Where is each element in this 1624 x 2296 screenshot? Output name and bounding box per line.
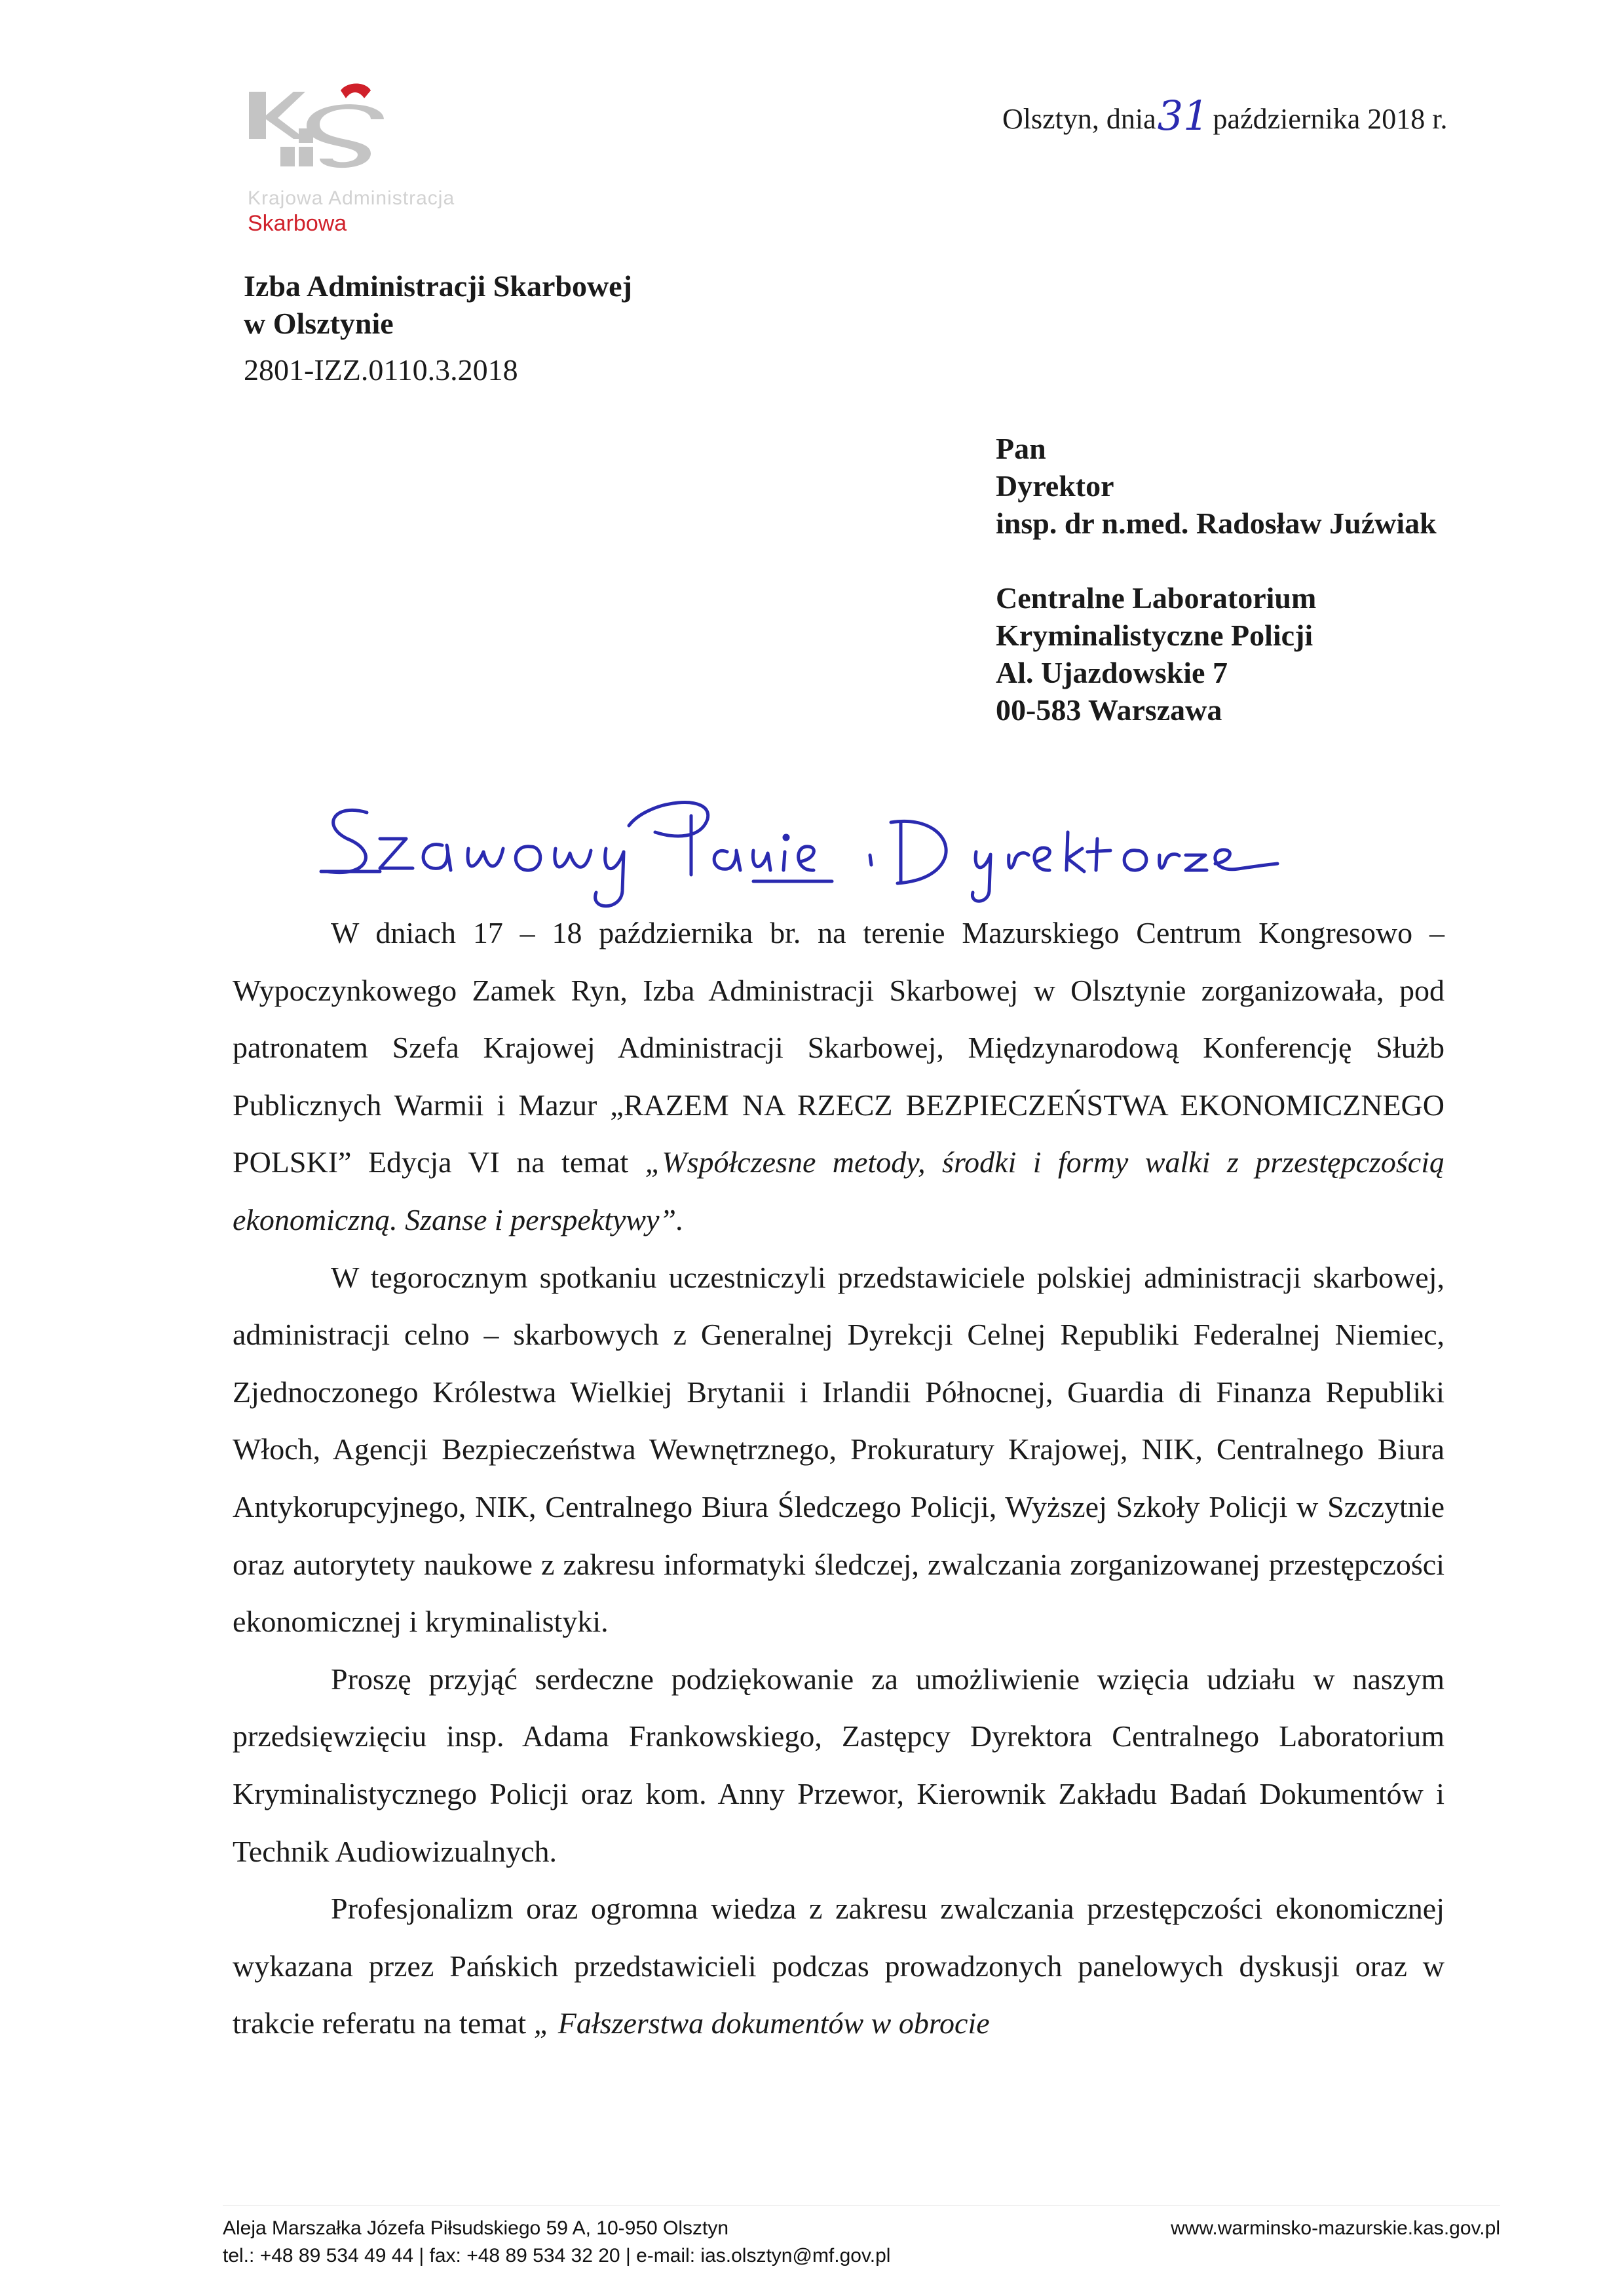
recipient-line: Dyrektor (996, 469, 1114, 503)
footer-divider (223, 2205, 1500, 2206)
handwritten-day: 31 (1157, 92, 1209, 140)
lecture-topic: „ Fałszerstwa dokumentów w obrocie (533, 2006, 990, 2040)
kas-logo (242, 79, 400, 177)
recipient-block (996, 430, 1437, 729)
logo-text-line1: Krajowa Administracja (248, 187, 455, 209)
paragraph (233, 904, 1445, 1249)
conference-topic: „Współczesne metody, środki i formy walki z przestępczością ekonomiczną. Szanse i perspektywy”. (233, 1145, 1445, 1236)
sender-block (244, 267, 632, 389)
sender-city: w Olsztynie (244, 307, 394, 340)
paragraph: Proszę przyjąć serdeczne podziękowanie za umożliwienie wzięcia udziału w naszym przedsięwzięciu insp. Adama Frankowskiego, Zastępcy Dyrektora Centralnego Laboratorium Kryminalistycznego Policji oraz kom. Anny Przewor, Kierownik Zakładu Badań Dokumentów i Technik Audiowizualnych. (233, 1662, 1445, 1868)
footer-address: Aleja Marszałka Józefa Piłsudskiego 59 A, 10-950 Olsztyn (223, 2217, 729, 2239)
paragraph-text: W dniach 17 – 18 października br. na terenie Mazurskiego Centrum Kongresowo – Wypoczynkowego Zamek Ryn, Izba Administracji Skarbowej w Olsztynie zorganizowała, pod patronatem Szefa Krajowej Administracji Skarbowej, Międzynarodową Konferencję Służb Publicznych Warmii i Mazur „RAZEM NA RZECZ BEZPIECZEŃSTWA EKONOMICZNEGO POLSKI” Edycja VI na temat (233, 916, 1445, 1179)
sender-name: Izba Administracji Skarbowej (244, 269, 632, 303)
date-line (1002, 90, 1448, 138)
footer-phones: tel.: +48 89 534 49 44 | fax: +48 89 534 32 20 | e-mail: ias.olsztyn@mf.gov.pl (223, 2245, 891, 2267)
paragraph: W tegorocznym spotkaniu uczestniczyli przedstawiciele polskiej administracji skarbowej, administracji celno – skarbowych z Generalnej Dyrekcji Celnej Republiki Federalnej Niemiec, Zjednoczonego Królestwa Wielkiej Brytanii i Irlandii Północnej, Guardia di Finanza Republiki Włoch, Agencji Bezpieczeństwa Wewnętrznego, Prokuratury Krajowej, NIK, Centralnego Biura Antykorupcyjnego, NIK, Centralnego Biura Śledczego Policji, Wyższej Szkoły Policji w Szczytnie oraz autorytety naukowe z zakresu informatyki śledczej, zwalczania zorganizowanej przestępczości ekonomicznej i kryminalistyki. (233, 1260, 1445, 1639)
handwritten-salutation (308, 740, 1291, 917)
date-prefix: Olsztyn, dnia (1002, 103, 1156, 135)
reference-number: 2801-IZZ.0110.3.2018 (244, 353, 518, 387)
logo-text-line2: Skarbowa (248, 211, 347, 236)
letter-body (233, 904, 1445, 2052)
address-line: Kryminalistyczne Policji (996, 619, 1313, 652)
address-line: Al. Ujazdowskie 7 (996, 656, 1228, 689)
footer-website: www.warminsko-mazurskie.kas.gov.pl (1171, 2217, 1500, 2239)
footer-contact (223, 2215, 890, 2270)
recipient-line: Pan (996, 432, 1046, 465)
address-line: Centralne Laboratorium (996, 581, 1317, 615)
date-suffix: października 2018 r. (1213, 103, 1448, 135)
address-line: 00-583 Warszawa (996, 693, 1222, 727)
recipient-line: insp. dr n.med. Radosław Juźwiak (996, 507, 1437, 540)
paragraph-text: Profesjonalizm oraz ogromna wiedza z zakresu zwalczania przestępczości ekonomicznej wykazana przez Pańskich przedstawicieli podczas prowadzonych panelowych dyskusji oraz w trakcie referatu na temat (233, 1892, 1445, 2040)
paragraph (233, 1880, 1445, 2052)
